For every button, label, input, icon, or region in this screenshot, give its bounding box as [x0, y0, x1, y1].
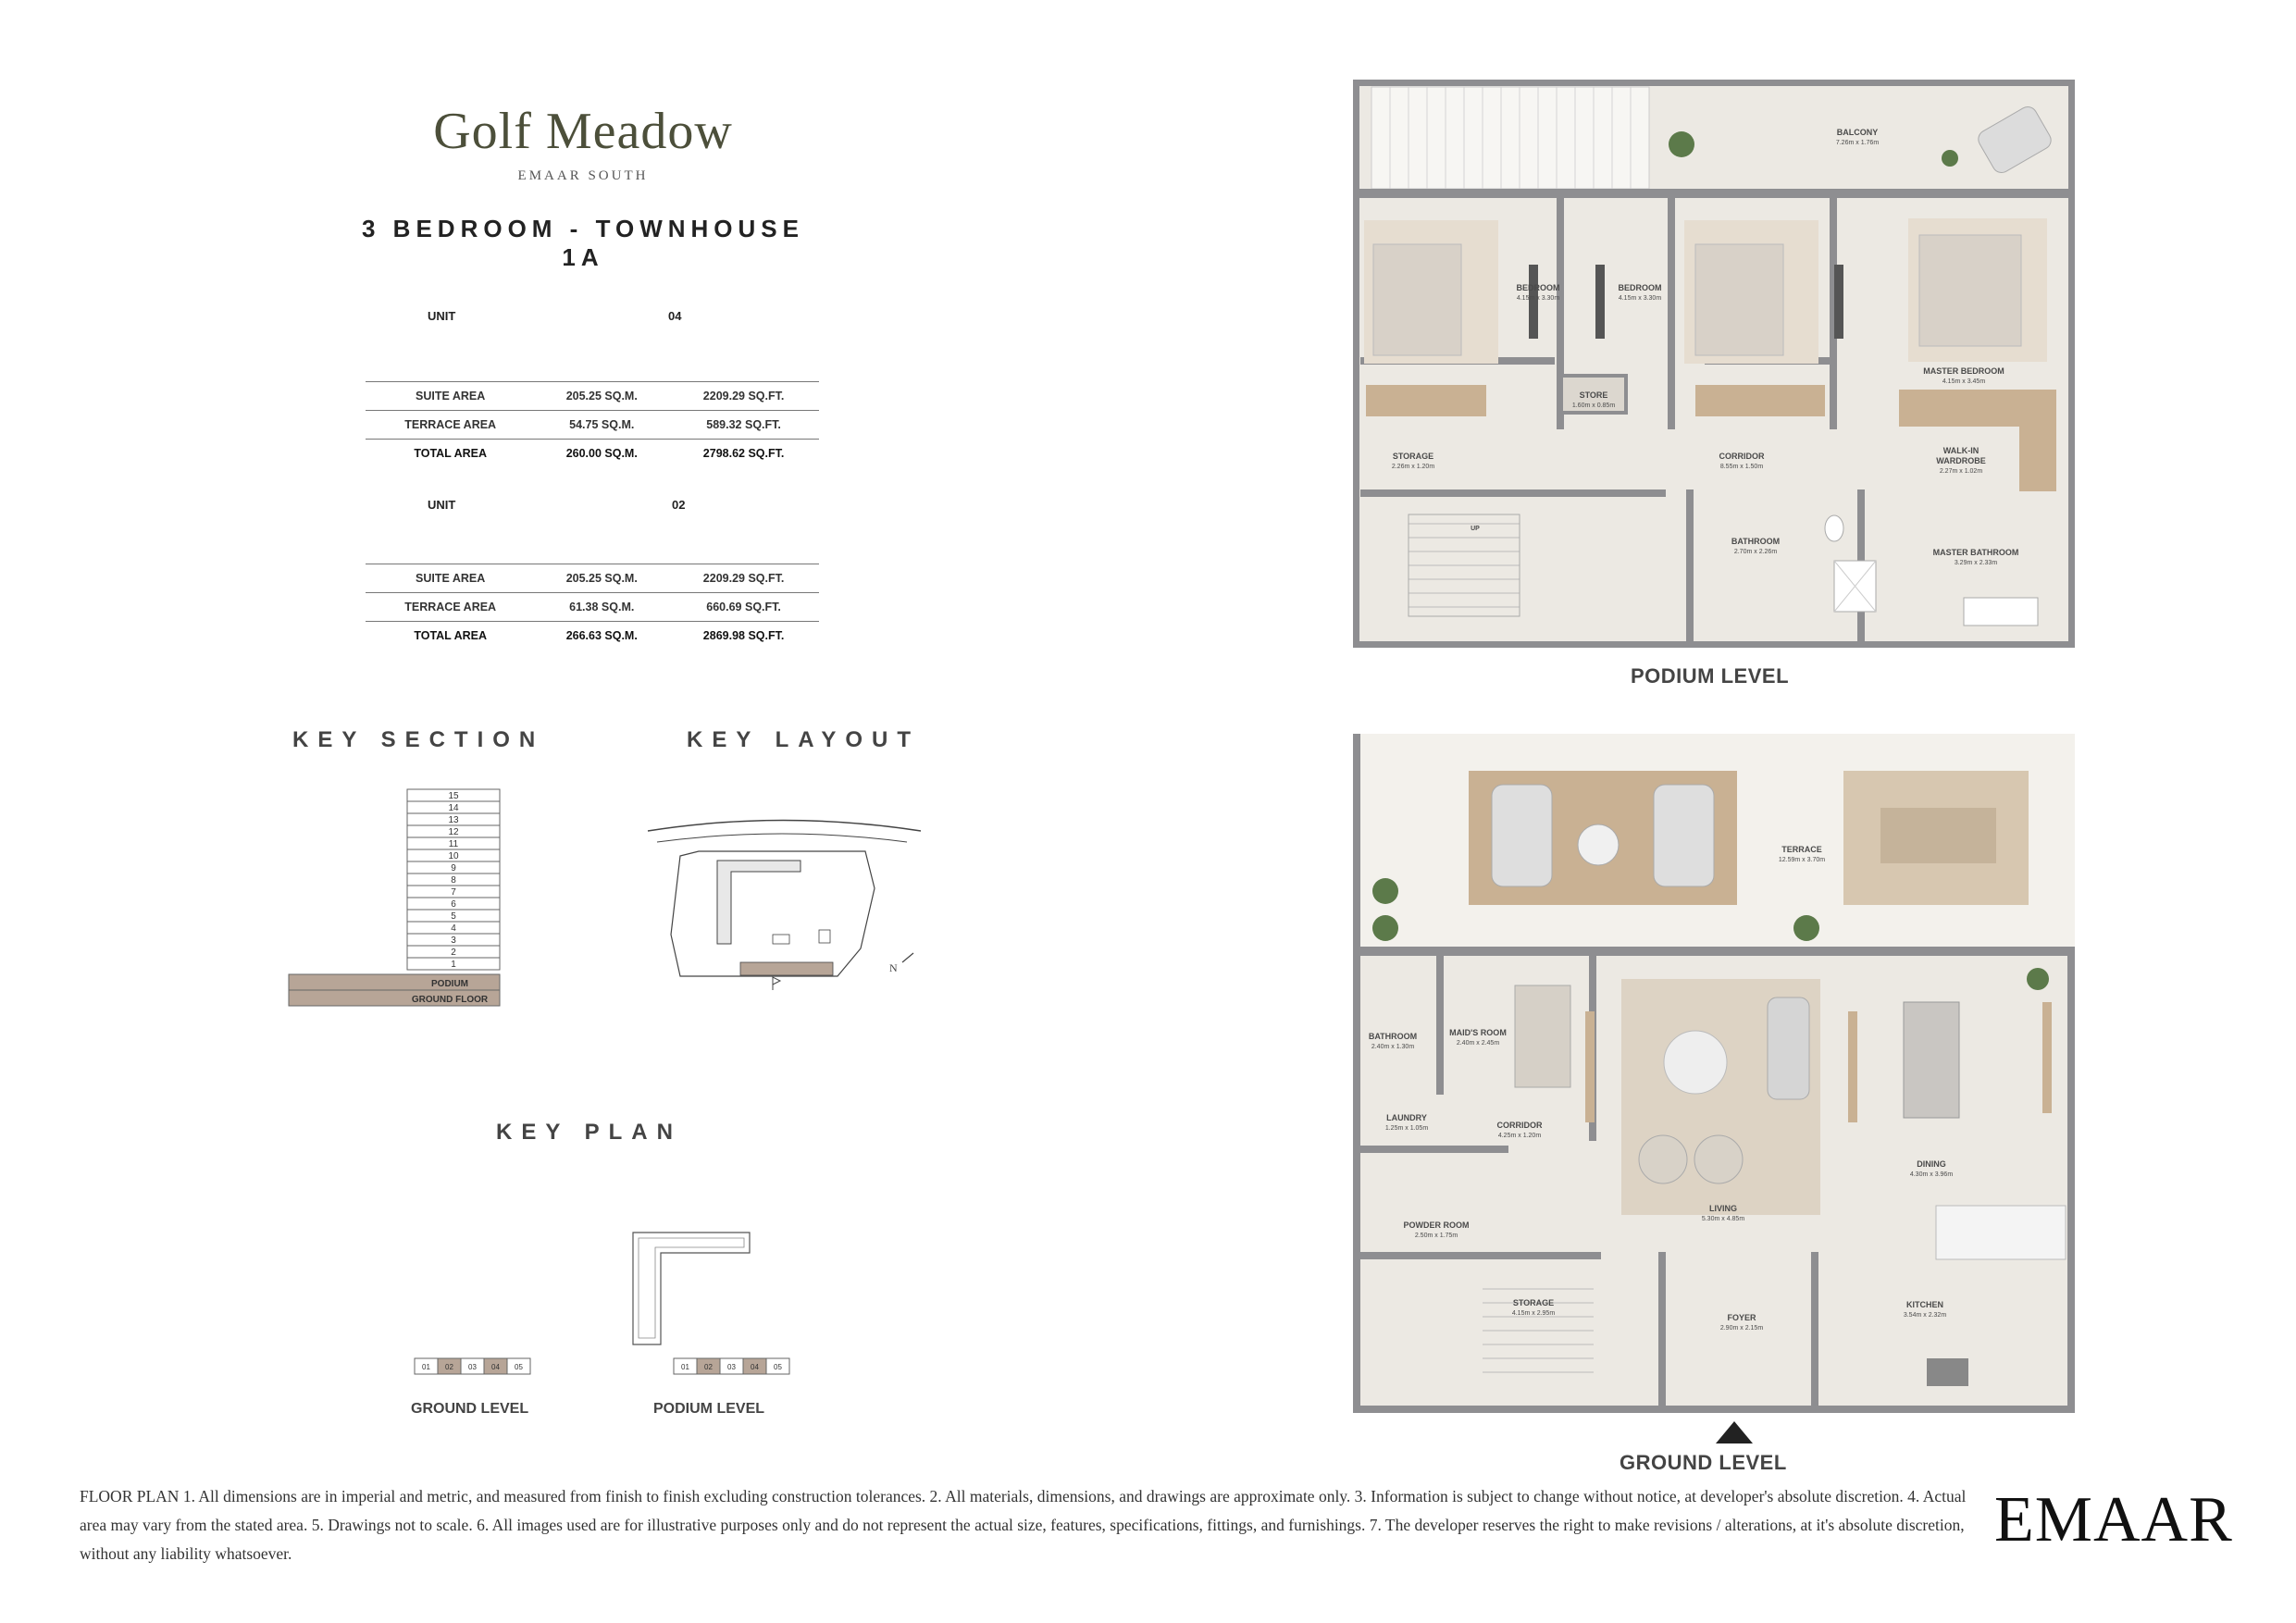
key-section-title: KEY SECTION [292, 727, 545, 752]
brand-subtitle: EMAAR SOUTH [517, 168, 649, 183]
area-name: TERRACE AREA [366, 593, 535, 622]
key-plan-unit-number: 05 [515, 1363, 523, 1371]
key-plan-unit-number: 05 [774, 1363, 782, 1371]
entrance-arrow-icon [1714, 1419, 1755, 1445]
room-laundry: LAUNDRY 1.25m x 1.05m [1384, 1113, 1429, 1132]
key-plan-ground-label: GROUND LEVEL [411, 1401, 529, 1417]
area-sqm: 260.00 SQ.M. [535, 440, 668, 468]
floor-number: 11 [448, 839, 459, 849]
room-master-bathroom: MASTER BATHROOM 3.29m x 2.33m [1932, 548, 2019, 566]
area-sqft: 589.32 SQ.FT. [668, 411, 819, 440]
key-plan-unit-number: 02 [704, 1363, 713, 1371]
area-name: SUITE AREA [366, 382, 535, 411]
north-label: N [889, 961, 898, 974]
area-sqft: 2798.62 SQ.FT. [668, 440, 819, 468]
room-terrace: TERRACE 12.59m x 3.70m [1778, 845, 1826, 863]
area-table-unit-02 [366, 564, 819, 650]
key-section-diagram [287, 785, 509, 1007]
key-plan-unit-number: 03 [727, 1363, 736, 1371]
unit-label: UNIT [428, 498, 456, 512]
floor-number: 8 [451, 875, 456, 886]
floor-number: 14 [448, 803, 459, 813]
podium-level-label: PODIUM LEVEL [1631, 664, 1790, 688]
floor-number: 6 [451, 899, 456, 910]
room-maids-room: MAID'S ROOM 2.40m x 2.45m [1449, 1028, 1507, 1047]
ground-floor-label: GROUND FLOOR [411, 995, 489, 1005]
room-bathroom: BATHROOM 2.70m x 2.26m [1731, 537, 1781, 555]
key-plan-podium-label: PODIUM LEVEL [653, 1401, 765, 1417]
ground-floor-plan [1353, 734, 2075, 1413]
room-balcony: BALCONY 7.26m x 1.76m [1835, 128, 1880, 146]
floor-number: 9 [451, 863, 456, 873]
area-sqm: 205.25 SQ.M. [535, 382, 668, 411]
unit-number: 02 [672, 498, 686, 512]
table-row [366, 564, 819, 593]
key-layout-diagram [643, 814, 925, 1018]
area-name: SUITE AREA [366, 564, 535, 593]
floor-number: 10 [448, 851, 459, 861]
key-plan-ground-strip [413, 1357, 533, 1377]
area-sqm: 61.38 SQ.M. [535, 593, 668, 622]
room-storage: STORAGE 4.15m x 2.95m [1511, 1298, 1556, 1317]
area-sqm: 205.25 SQ.M. [535, 564, 668, 593]
key-plan-title: KEY PLAN [496, 1120, 682, 1145]
ground-level-label: GROUND LEVEL [1620, 1451, 1787, 1474]
stair-up-label: UP [1471, 526, 1480, 532]
room-bathroom: BATHROOM 2.40m x 1.30m [1368, 1032, 1418, 1050]
key-plan-unit-number: 01 [422, 1363, 430, 1371]
table-row [366, 622, 819, 650]
unit-type-title: 3 BEDROOM - TOWNHOUSE 1A [362, 215, 804, 271]
room-foyer: FOYER 2.90m x 2.15m [1719, 1313, 1764, 1332]
table-row [366, 411, 819, 440]
unit-label: UNIT [428, 309, 456, 323]
floor-number: 1 [451, 960, 456, 970]
key-plan-diagram [629, 1229, 759, 1349]
key-plan-unit-number: 04 [751, 1363, 759, 1371]
key-plan-unit-number: 04 [491, 1363, 500, 1371]
area-sqft: 2869.98 SQ.FT. [668, 622, 819, 650]
room-powder-room: POWDER ROOM 2.50m x 1.75m [1403, 1220, 1470, 1239]
table-row [366, 382, 819, 411]
area-name: TOTAL AREA [366, 440, 535, 468]
unit-number: 04 [668, 309, 682, 323]
key-plan-podium-strip [672, 1357, 792, 1377]
disclaimer-text: FLOOR PLAN 1. All dimensions are in imperial and metric, and measured from finish to finish excluding construction tolerances. 2. All materials, dimensions, and drawings are approximate only. 3. Information is subject to change without notice, at developer's absolute discretion. 4. Actual area may vary from the stated area. 5. Drawings not to scale. 6. All images used are for illustrative purposes only and do not represent the actual size, features, specifications, fittings, and furnishings. 7. The developer reserves the right to make revisions / alterations, at it's absolute discretion, without any liability whatsoever. [80, 1487, 1967, 1563]
area-sqft: 2209.29 SQ.FT. [668, 564, 819, 593]
floor-number: 3 [451, 935, 456, 946]
emaar-logo: EMAAR [1994, 1484, 2233, 1555]
area-sqft: 660.69 SQ.FT. [668, 593, 819, 622]
room-store: STORE 1.60m x 0.85m [1571, 390, 1616, 409]
floor-number: 7 [451, 887, 456, 898]
table-row [366, 593, 819, 622]
podium-floor-plan [1353, 80, 2075, 648]
room-bedroom-1: BEDROOM 4.15m x 3.30m [1516, 283, 1560, 302]
area-name: TERRACE AREA [366, 411, 535, 440]
room-storage: STORAGE 2.26m x 1.20m [1391, 452, 1435, 470]
area-table-unit-04 [366, 381, 819, 467]
room-living: LIVING 5.30m x 4.85m [1701, 1204, 1745, 1222]
floor-number: 5 [451, 911, 456, 922]
floor-number: 4 [451, 923, 456, 934]
room-kitchen: KITCHEN 3.54m x 2.32m [1903, 1300, 1947, 1319]
room-walk-in-wardrobe: WALK-IN WARDROBE 2.27m x 1.02m [1936, 446, 1986, 475]
floor-number: 2 [451, 948, 456, 958]
area-sqm: 54.75 SQ.M. [535, 411, 668, 440]
area-name: TOTAL AREA [366, 622, 535, 650]
room-dining: DINING 4.30m x 3.96m [1909, 1159, 1954, 1178]
room-bedroom-2: BEDROOM 4.15m x 3.30m [1618, 283, 1662, 302]
floor-number: 13 [448, 815, 459, 825]
table-row [366, 440, 819, 468]
floor-number: 12 [448, 827, 459, 837]
key-layout-title: KEY LAYOUT [687, 727, 921, 752]
floor-number: 15 [448, 791, 459, 801]
brand-title: Golf Meadow [433, 103, 733, 160]
key-plan-unit-number: 02 [445, 1363, 453, 1371]
room-corridor: CORRIDOR 4.25m x 1.20m [1496, 1121, 1543, 1139]
area-sqft: 2209.29 SQ.FT. [668, 382, 819, 411]
room-corridor: CORRIDOR 8.55m x 1.50m [1719, 452, 1765, 470]
podium-label: PODIUM [431, 979, 468, 989]
key-plan-unit-number: 01 [681, 1363, 689, 1371]
area-sqm: 266.63 SQ.M. [535, 622, 668, 650]
room-master-bedroom: MASTER BEDROOM 4.15m x 3.45m [1923, 366, 2004, 385]
key-plan-unit-number: 03 [468, 1363, 477, 1371]
